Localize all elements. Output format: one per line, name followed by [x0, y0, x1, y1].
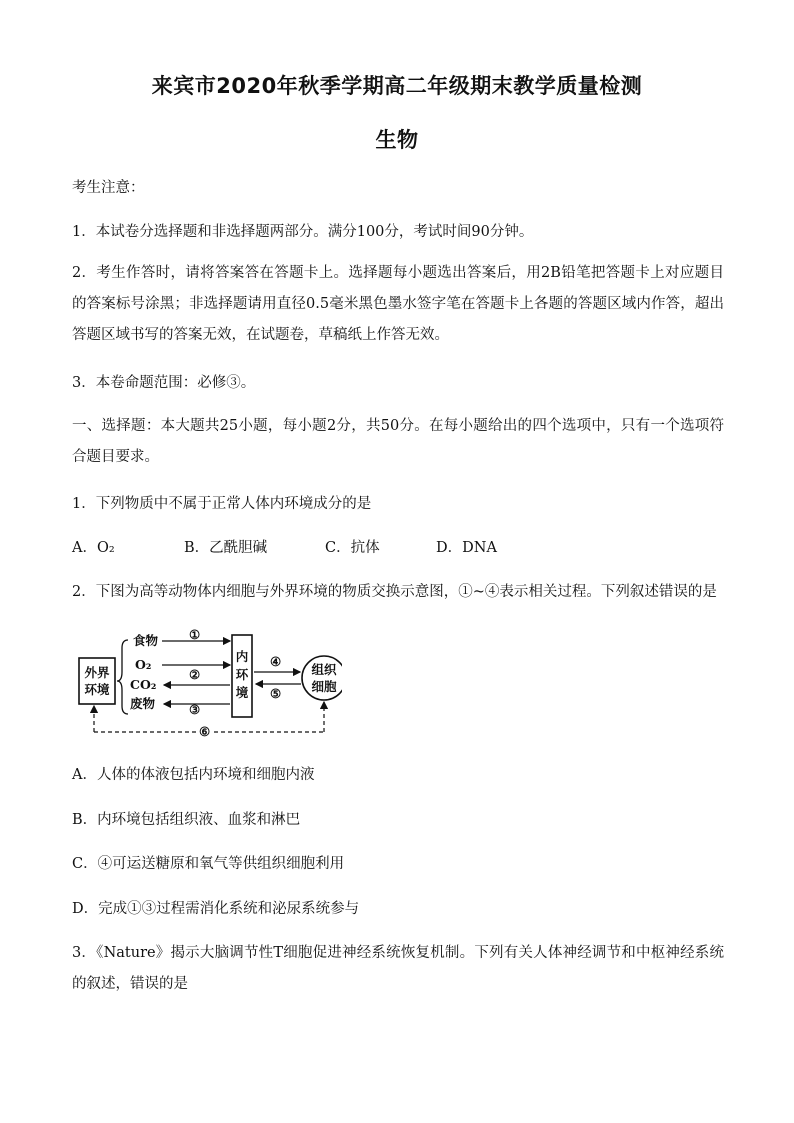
question-1-stem: 1．下列物质中不属于正常人体内环境成分的是	[72, 496, 372, 512]
step-4: ④	[270, 654, 282, 669]
step-3: ③	[189, 702, 201, 717]
label-co2: CO₂	[130, 677, 157, 692]
step-2: ②	[189, 667, 201, 682]
inner-env-label-2: 环	[235, 667, 249, 682]
subject-title: 生物	[375, 128, 419, 152]
section-intro: 一、选择题：本大题共25小题，每小题2分，共50分。在每小题给出的四个选项中，只有一个选项符合题目要求。	[72, 418, 724, 465]
q1-option-a: A．O₂	[72, 540, 115, 556]
inner-env-label-3: 境	[235, 685, 249, 700]
q1-option-c: C．抗体	[325, 540, 380, 556]
notice-item-2: 2．考生作答时，请将答案答在答题卡上。选择题每小题选出答案后，用2B铅笔把答题卡上对应题目的答案标号涂黑；非选择题请用直径0.5毫米黑色墨水签字笔在答题卡上各题的答题区域内作答，超出答题区域书写的答案无效，在试题卷，草稿纸上作答无效。	[72, 265, 724, 343]
outer-env-label-2: 环境	[84, 682, 110, 697]
notice-heading: 考生注意：	[72, 180, 145, 196]
exchange-diagram	[72, 626, 342, 738]
label-o2: O₂	[135, 657, 152, 672]
q2-option-d: D．完成①③过程需消化系统和泌尿系统参与	[72, 901, 360, 917]
q2-option-c: C．④可运送糖原和氧气等供组织细胞利用	[72, 856, 345, 872]
question-2-stem: 2．下图为高等动物体内细胞与外界环境的物质交换示意图，①~④表示相关过程。下列叙述错误的是	[72, 584, 717, 600]
cell-label-1: 组织	[311, 662, 337, 677]
label-food: 食物	[133, 633, 159, 648]
step-1: ①	[189, 627, 201, 642]
q2-option-b: B．内环境包括组织液、血浆和淋巴	[72, 812, 301, 828]
step-6: ⑥	[199, 724, 211, 738]
notice-item-3: 3．本卷命题范围：必修③。	[72, 375, 256, 391]
inner-env-label-1: 内	[235, 649, 249, 664]
grouping-bracket	[117, 640, 128, 714]
question-3-stem: 3．《Nature》揭示大脑调节性T细胞促进神经系统恢复机制。下列有关人体神经调节和中枢神经系统的叙述，错误的是	[72, 945, 724, 992]
notice-item-1: 1．本试卷分选择题和非选择题两部分。满分100分，考试时间90分钟。	[72, 224, 534, 240]
exam-title: 来宾市2020年秋季学期高二年级期末教学质量检测	[151, 74, 643, 98]
q2-option-a: A．人体的体液包括内环境和细胞内液	[72, 767, 315, 783]
outer-env-label-1: 外界	[84, 665, 110, 680]
q1-option-b: B．乙酰胆碱	[184, 540, 268, 556]
cell-label-2: 细胞	[311, 679, 337, 694]
label-waste: 废物	[130, 696, 156, 711]
q1-option-d: D．DNA	[436, 540, 497, 556]
step-5: ⑤	[270, 686, 282, 701]
